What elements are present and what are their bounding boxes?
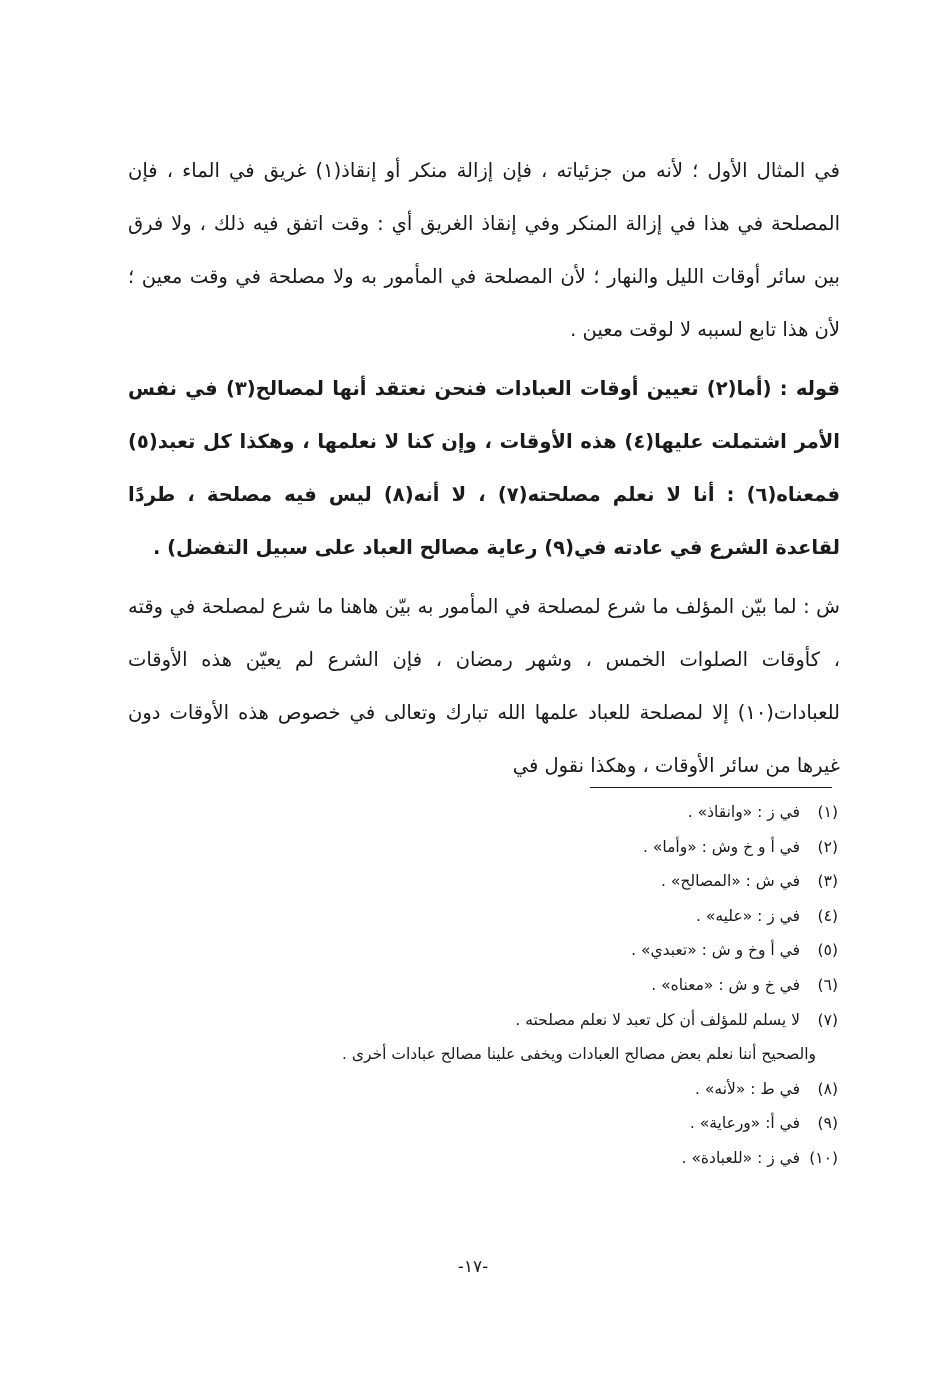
- footnote-text: في أ و خ وش : «وأما» .: [643, 837, 800, 856]
- paragraph-commentary: ش : لما بيّن المؤلف ما شرع لمصلحة في المأمور به بيّن هاهنا ما شرع لمصلحة في وقته ، كأوقات الصلوات الخمس ، وشهر رمضان ، فإن الشرع لم يعيّن هذه الأوقات للعبادات(١٠) إلا لمصلحة للعباد علمها الله تبارك وتعالى في خصوص هذه الأوقات دون غيرها من سائر الأوقات ، وهكذا نقول في: [128, 595, 840, 777]
- footnote-number: (٧): [817, 1010, 838, 1029]
- footnote-item: [128, 795, 838, 830]
- footnote-item: [128, 1003, 838, 1038]
- page-number: -١٧-: [457, 1257, 489, 1277]
- footnote-text: في أ وخ و ش : «تعبدي» .: [631, 941, 800, 960]
- footnote-text: في أ: «ورعاية» .: [689, 1114, 800, 1133]
- footnote-text: والصحيح أننا نعلم بعض مصالح العبادات ويخفى علينا مصالح عبادات أخرى .: [342, 1045, 816, 1064]
- footnote-number: (٨): [817, 1079, 838, 1098]
- footnote-item: [128, 899, 838, 934]
- footnote-text: في ط : «لأنه» .: [695, 1079, 800, 1098]
- footnote-number: (٢): [817, 837, 838, 856]
- footnote-text: في ش : «المصالح» .: [661, 872, 800, 891]
- paragraph-main-1: في المثال الأول ؛ لأنه من جزئياته ، فإن إزالة منكر أو إنقاذ(١) غريق في الماء ، فإن المصلحة في هذا في إزالة المنكر وفي إنقاذ الغريق أي : وقت اتفق فيه ذلك ، ولا فرق بين سائر أوقات الليل والنهار ؛ لأن المصلحة في المأمور به ولا مصلحة في وقت معين ؛ لأن هذا تابع لسببه لا لوقت معين .: [128, 159, 840, 341]
- footnote-number: (٥): [817, 941, 838, 960]
- footnote-number: (٩): [817, 1114, 838, 1133]
- footnote-text: في ز : «وانقاذ» .: [687, 803, 800, 821]
- footnote-text: في ز : «عليه» .: [695, 906, 800, 925]
- footnotes-list: [128, 795, 838, 1176]
- main-text-body: [128, 144, 840, 792]
- footnote-text: لا يسلم للمؤلف أن كل تعبد لا نعلم مصلحته .: [515, 1010, 800, 1029]
- footnote-number: (١٠): [809, 1148, 838, 1167]
- footnote-item: [128, 1072, 838, 1107]
- footnote-number: (١): [817, 803, 838, 821]
- footnote-text: في خ و ش : «معناه» .: [651, 975, 800, 994]
- footnote-continuation: [128, 1037, 838, 1072]
- footnote-number: (٣): [817, 872, 838, 891]
- footnote-number: (٦): [817, 975, 838, 994]
- footnote-number: (٤): [817, 906, 838, 925]
- footnote-item: [128, 830, 838, 865]
- footnote-item: [128, 1141, 838, 1176]
- footnote-item: [128, 933, 838, 968]
- footnote-item: [128, 864, 838, 899]
- paragraph-author-quote: قوله : (أما(٢) تعيين أوقات العبادات فنحن نعتقد أنها لمصالح(٣) في نفس الأمر اشتملت عليها(٤) هذه الأوقات ، وإن كنا لا نعلمها ، وهكذا كل تعبد(٥) فمعناه(٦) : أنا لا نعلم مصلحته(٧) ، لا أنه(٨) ليس فيه مصلحة ، طردًا لقاعدة الشرع في عادته في(٩) رعاية مصالح العباد على سبيل التفضل) .: [128, 377, 841, 559]
- footnote-item: [128, 1106, 838, 1141]
- footnote-divider: [590, 787, 832, 788]
- footnote-text: في ز : «للعبادة» .: [681, 1148, 800, 1167]
- footnote-item: [128, 968, 838, 1003]
